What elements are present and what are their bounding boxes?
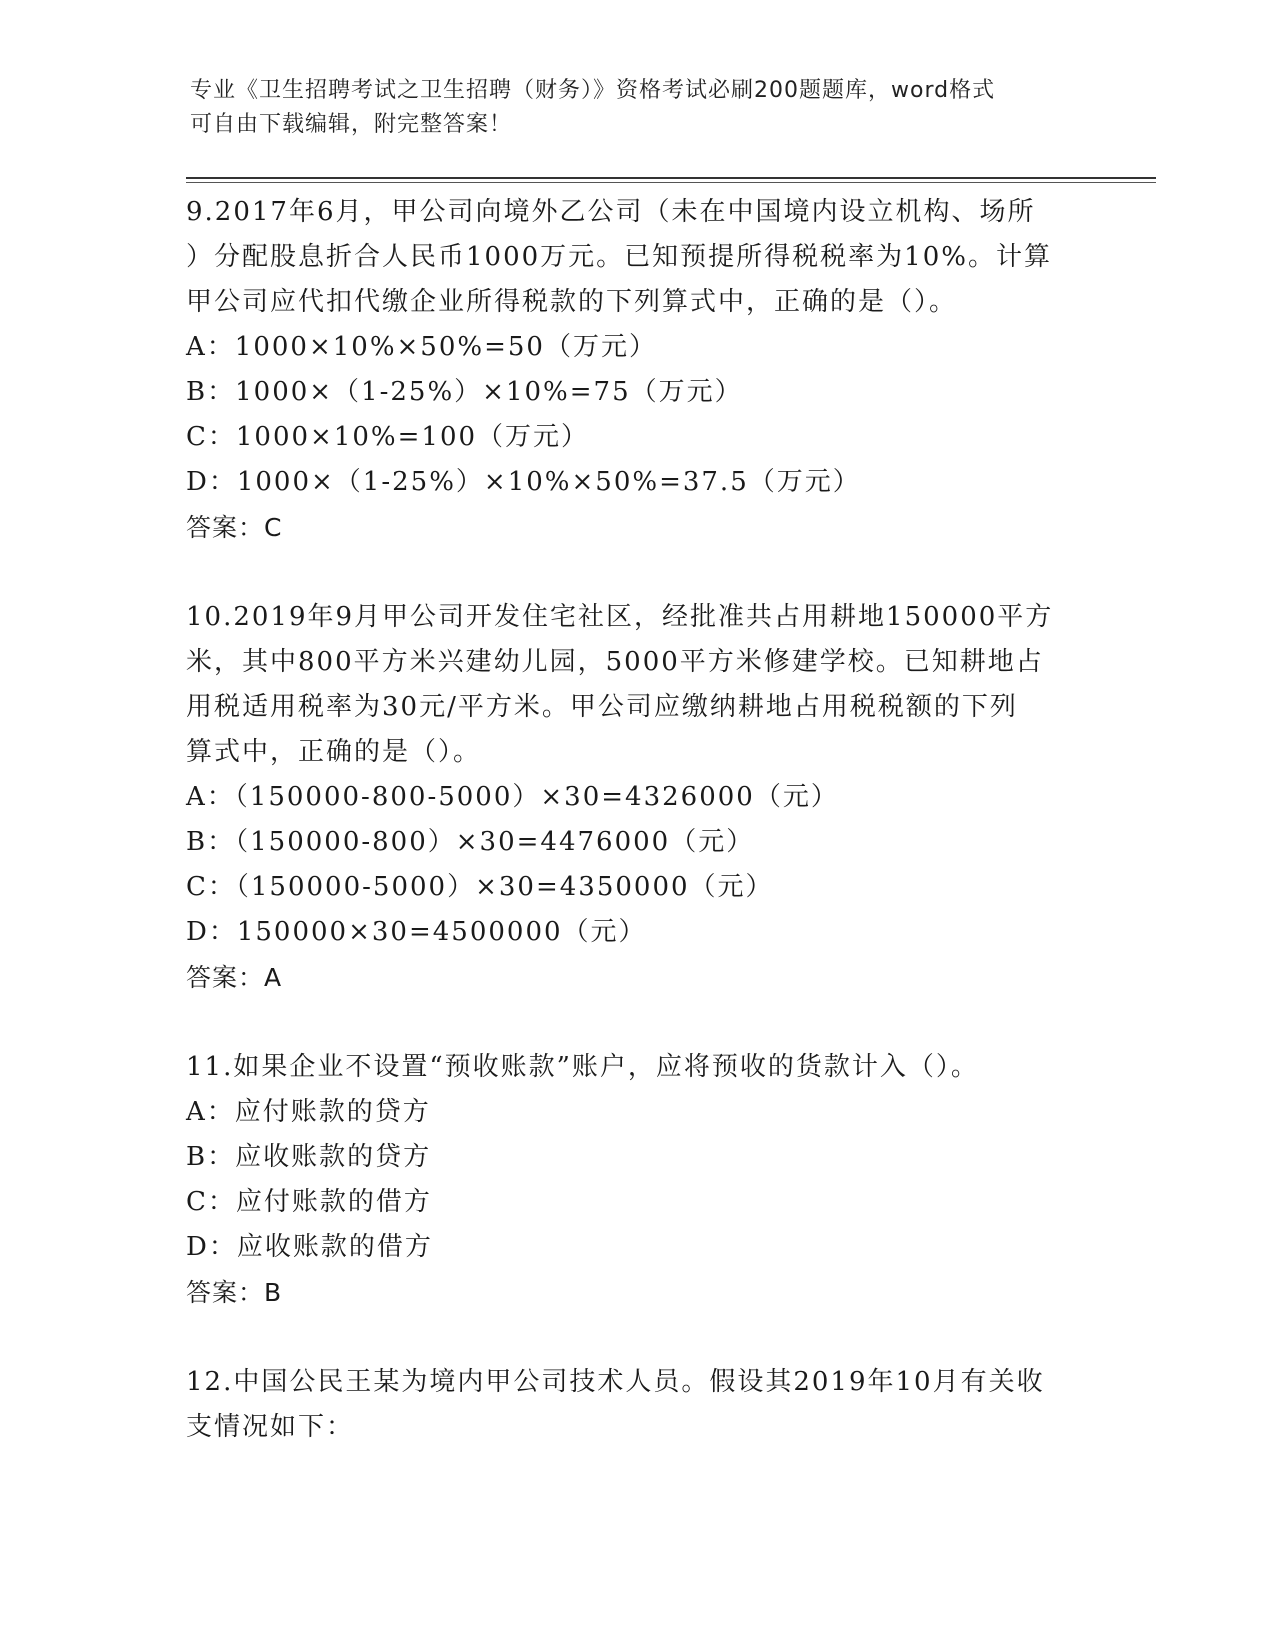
answer-label: 答案：B [186,1278,283,1307]
answer-label: 答案：C [186,513,283,542]
question-stem-line: 10.2019年9月甲公司开发住宅社区，经批准共占用耕地150000平方 [186,602,1054,632]
option-b: B：1000×（1-25%）×10%=75（万元） [186,377,743,407]
option-c: C：应付账款的借方 [186,1187,432,1217]
option-d: D：1000×（1-25%）×10%×50%=37.5（万元） [186,467,861,497]
question-stem-line: 支情况如下： [186,1412,355,1442]
option-c: C：1000×10%=100（万元） [186,422,590,452]
question-11 [186,1045,1086,1315]
header-divider-thin [186,182,1156,183]
answer-label: 答案：A [186,963,283,992]
spacer [186,1000,1086,1045]
question-stem-line: ）分配股息折合人民币1000万元。已知预提所得税税率为10%。计算 [186,242,1052,272]
document-header [190,74,1090,142]
header-line-1: 专业《卫生招聘考试之卫生招聘（财务）》资格考试必刷200题题库，word格式 [190,78,996,103]
question-12 [186,1360,1086,1450]
question-stem-line: 米，其中800平方米兴建幼儿园，5000平方米修建学校。已知耕地占 [186,647,1044,677]
question-stem-line: 算式中，正确的是（）。 [186,737,482,767]
header-divider-thick [186,177,1156,179]
option-c: C：（150000-5000）×30=4350000（元） [186,872,774,902]
question-stem-line: 用税适用税率为30元/平方米。甲公司应缴纳耕地占用税税额的下列 [186,692,1018,722]
spacer [186,1315,1086,1360]
header-line-2: 可自由下载编辑，附完整答案！ [190,112,513,137]
option-a: A：（150000-800-5000）×30=4326000（元） [186,782,839,812]
option-d: D：150000×30=4500000（元） [186,917,647,947]
option-b: B：应收账款的贷方 [186,1142,432,1172]
option-a: A：应付账款的贷方 [186,1097,431,1127]
question-10 [186,595,1086,1000]
question-stem-line: 11.如果企业不设置“预收账款”账户，应将预收的货款计入（）。 [186,1052,979,1082]
question-stem-line: 甲公司应代扣代缴企业所得税款的下列算式中，正确的是（）。 [186,287,958,317]
option-a: A：1000×10%×50%=50（万元） [186,332,657,362]
spacer [186,550,1086,595]
question-stem-line: 9.2017年6月，甲公司向境外乙公司（未在中国境内设立机构、场所 [186,197,1036,227]
question-stem-line: 12.中国公民王某为境内甲公司技术人员。假设其2019年10月有关收 [186,1367,1045,1397]
questions-list [186,190,1086,1450]
question-9 [186,190,1086,550]
option-d: D：应收账款的借方 [186,1232,433,1262]
option-b: B：（150000-800）×30=4476000（元） [186,827,755,857]
